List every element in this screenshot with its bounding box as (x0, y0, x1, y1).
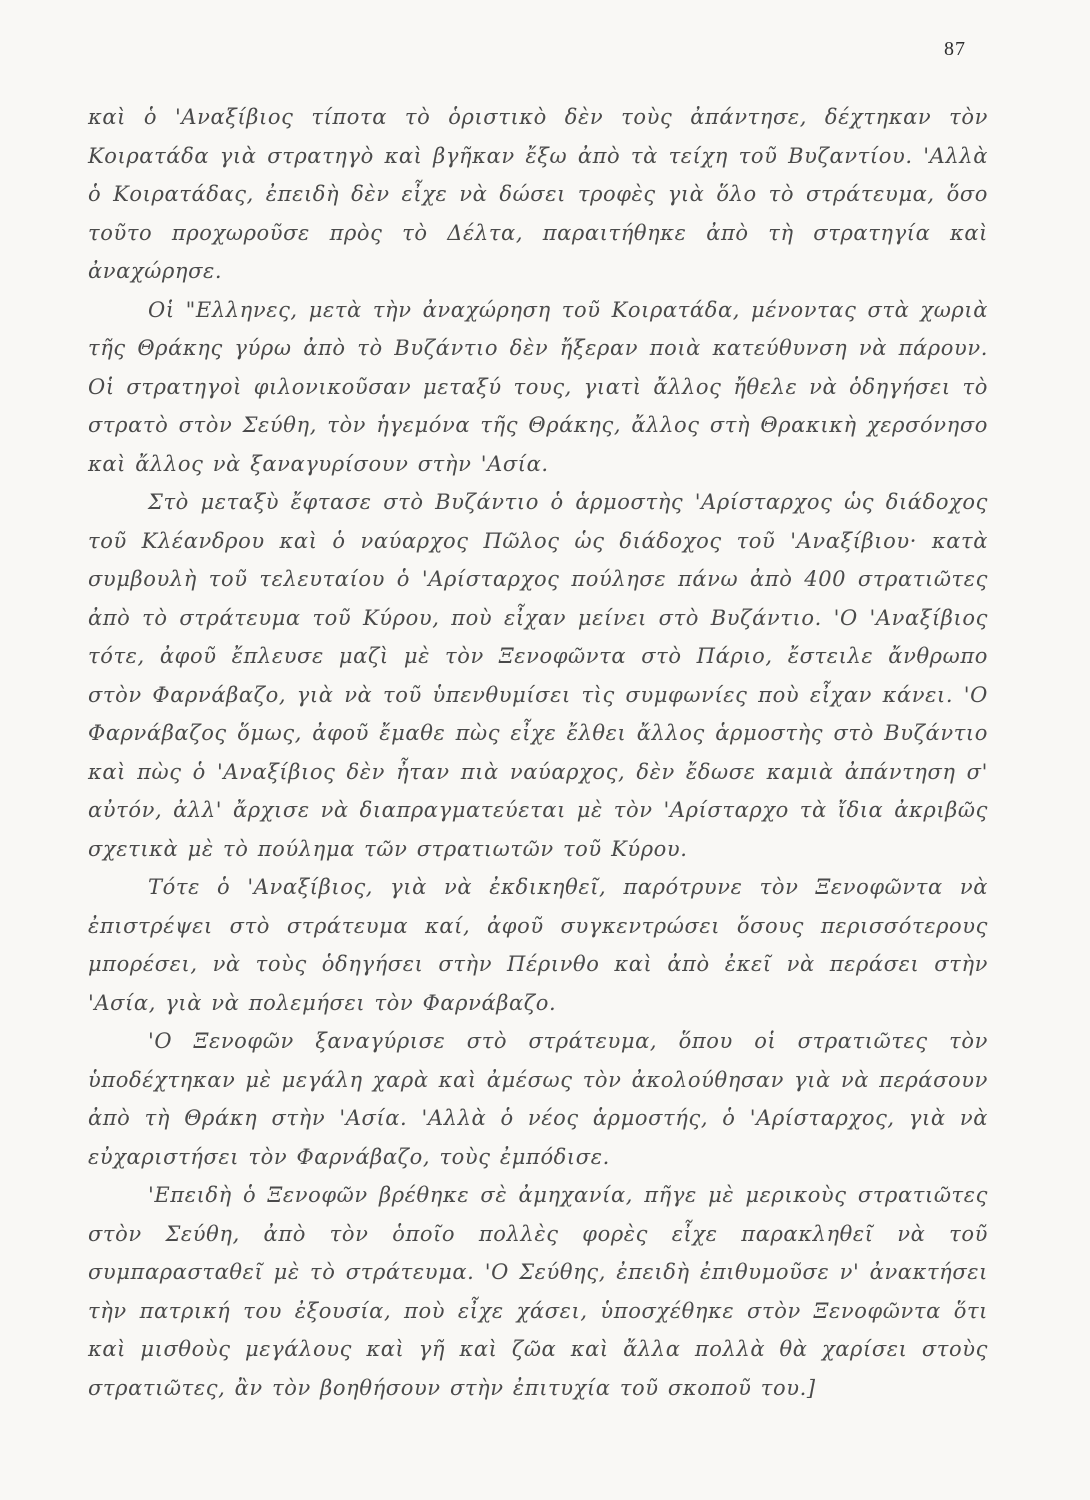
page-number: 87 (944, 38, 966, 60)
paragraph: Τότε ὁ 'Αναξίβιος, γιὰ νὰ ἐκδικηθεῖ, παρότρυνε τὸν Ξενοφῶντα νὰ ἐπιστρέψει στὸ στράτευμα καί, ἀφοῦ συγκεντρώσει ὅσους περισσότερους μπορέσει, νὰ τοὺς ὁδηγήσει στὴν Πέρινθο καὶ ἀπὸ ἐκεῖ νὰ περάσει στὴν 'Ασία, γιὰ νὰ πολεμήσει τὸν Φαρνάβαζο. (88, 875, 988, 1015)
paragraph: 'Επειδὴ ὁ Ξενοφῶν βρέθηκε σὲ ἀμηχανία, πῆγε μὲ μερικοὺς στρατιῶτες στὸν Σεύθη, ἀπὸ τὸν ὁποῖο πολλὲς φορὲς εἶχε παρακληθεῖ νὰ τοῦ συμπαρασταθεῖ μὲ τὸ στράτευμα. 'Ο Σεύθης, ἐπειδὴ ἐπιθυμοῦσε ν' ἀνακτήσει τὴν πατρική του ἐξουσία, ποὺ εἶχε χάσει, ὑποσχέθηκε στὸν Ξενοφῶντα ὅτι καὶ μισθοὺς μεγάλους καὶ γῆ καὶ ζῶα καὶ ἄλλα πολλὰ θὰ χαρίσει στοὺς στρατιῶτες, ἂν τὸν βοηθήσουν στὴν ἐπιτυχία τοῦ σκοποῦ του.] (88, 1183, 988, 1400)
paragraph: καὶ ὁ 'Αναξίβιος τίποτα τὸ ὁριστικὸ δὲν τοὺς ἀπάντησε, δέχτηκαν τὸν Κοιρατάδα γιὰ στρατηγὸ καὶ βγῆκαν ἔξω ἀπὸ τὰ τείχη τοῦ Βυζαντίου. 'Αλλὰ ὁ Κοιρατάδας, ἐπειδὴ δὲν εἶχε νὰ δώσει τροφὲς γιὰ ὅλο τὸ στράτευμα, ὅσο τοῦτο προχωροῦσε πρὸς τὸ Δέλτα, παραιτήθηκε ἀπὸ τὴ στρατηγία καὶ ἀναχώρησε. (88, 105, 988, 283)
body-text (88, 98, 988, 1407)
paragraph: 'Ο Ξενοφῶν ξαναγύρισε στὸ στράτευμα, ὅπου οἱ στρατιῶτες τὸν ὑποδέχτηκαν μὲ μεγάλη χαρὰ καὶ ἀμέσως τὸν ἀκολούθησαν γιὰ νὰ περάσουν ἀπὸ τὴ Θράκη στὴν 'Ασία. 'Αλλὰ ὁ νέος ἁρμοστής, ὁ 'Αρίσταρχος, γιὰ νὰ εὐχαριστήσει τὸν Φαρνάβαζο, τοὺς ἐμπόδισε. (88, 1029, 988, 1169)
paragraph: Στὸ μεταξὺ ἔφτασε στὸ Βυζάντιο ὁ ἁρμοστὴς 'Αρίσταρχος ὡς διάδοχος τοῦ Κλέανδρου καὶ ὁ ναύαρχος Πῶλος ὡς διάδοχος τοῦ 'Αναξίβιου· κατὰ συμβουλὴ τοῦ τελευταίου ὁ 'Αρίσταρχος πούλησε πάνω ἀπὸ 400 στρατιῶτες ἀπὸ τὸ στράτευμα τοῦ Κύρου, ποὺ εἶχαν μείνει στὸ Βυζάντιο. 'Ο 'Αναξίβιος τότε, ἀφοῦ ἔπλευσε μαζὶ μὲ τὸν Ξενοφῶντα στὸ Πάριο, ἔστειλε ἄνθρωπο στὸν Φαρνάβαζο, γιὰ νὰ τοῦ ὑπενθυμίσει τὶς συμφωνίες ποὺ εἶχαν κάνει. 'Ο Φαρνάβαζος ὅμως, ἀφοῦ ἔμαθε πὼς εἶχε ἔλθει ἄλλος ἁρμοστὴς στὸ Βυζάντιο καὶ πὼς ὁ 'Αναξίβιος δὲν ἦταν πιὰ ναύαρχος, δὲν ἔδωσε καμιὰ ἀπάντηση σ' αὐτόν, ἀλλ' ἄρχισε νὰ διαπραγματεύεται μὲ τὸν 'Αρίσταρχο τὰ ἴδια ἀκριβῶς σχετικὰ μὲ τὸ πούλημα τῶν στρατιωτῶν τοῦ Κύρου. (88, 490, 988, 861)
paragraph: Οἱ "Ελληνες, μετὰ τὴν ἀναχώρηση τοῦ Κοιρατάδα, μένοντας στὰ χωριὰ τῆς Θράκης γύρω ἀπὸ τὸ Βυζάντιο δὲν ἤξεραν ποιὰ κατεύθυνση νὰ πάρουν. Οἱ στρατηγοὶ φιλονικοῦσαν μεταξύ τους, γιατὶ ἄλλος ἤθελε νὰ ὁδηγήσει τὸ στρατὸ στὸν Σεύθη, τὸν ἡγεμόνα τῆς Θράκης, ἄλλος στὴ Θρακικὴ χερσόνησο καὶ ἄλλος νὰ ξαναγυρίσουν στὴν 'Ασία. (88, 297, 988, 476)
